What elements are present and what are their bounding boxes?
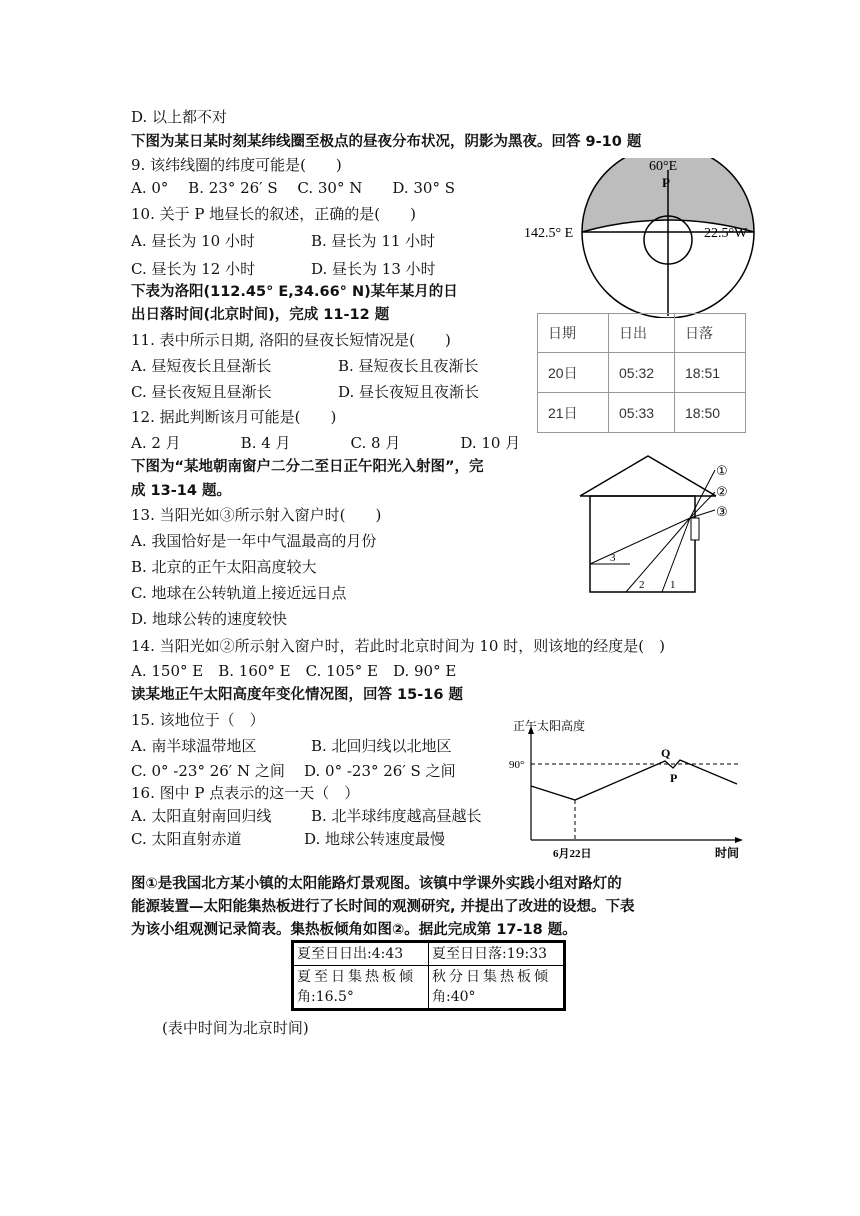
q16-option-b: B. 北半球纬度越高昼越长 [311, 807, 482, 825]
y-label: 正午太阳高度 [513, 719, 586, 733]
table-note: (表中时间为北京时间) [162, 1019, 309, 1037]
angle-2: 2 [639, 579, 645, 591]
question-9-options: A. 0° B. 23° 26′ S C. 30° N D. 30° S [131, 179, 456, 197]
window [691, 518, 699, 540]
cell-summer-angle-l2: 角:16.5° [297, 989, 354, 1005]
cell-sunset: 18:50 [675, 393, 746, 433]
q10-option-c: C. 昼长为 12 小时 [131, 260, 256, 278]
question-9: 9. 该纬线圈的纬度可能是( ) [131, 156, 342, 174]
intro-11-12-line2: 出日落时间(北京时间)，完成 11-12 题 [131, 307, 390, 323]
angle-3: 3 [610, 552, 616, 564]
intro-17-18-line2: 能源装置—太阳能集热板进行了长时间的观测研究, 并提出了改进的设想。下表 [131, 899, 635, 915]
question-12-options: A. 2 月 B. 4 月 C. 8 月 D. 10 月 [131, 434, 521, 452]
cell-summer-sunset: 夏至日日落:19:33 [429, 942, 565, 966]
noon-sun-altitude-chart [505, 718, 755, 863]
header-date: 日期 [538, 314, 609, 353]
q15-option-d: D. 0° -23° 26′ S 之间 [304, 762, 456, 780]
observation-table [291, 940, 566, 1011]
question-14: 14. 当阳光如②所示射入窗户时，若此时北京时间为 10 时，则该地的经度是( ) [131, 637, 665, 655]
q11-option-a: A. 昼短夜长且昼渐长 [131, 357, 272, 375]
label-ray-1: ① [716, 463, 728, 478]
point-p: P [670, 771, 678, 785]
q16-option-d: D. 地球公转速度最慢 [304, 830, 446, 848]
intro-9-10: 下图为某日某时刻某纬线圈至极点的昼夜分布状况，阴影为黑夜。回答 9-10 题 [131, 134, 642, 150]
question-13: 13. 当阳光如③所示射入窗户时( ) [131, 506, 382, 524]
y-90-label: 90° [509, 759, 525, 771]
q13-option-b: B. 北京的正午太阳高度较大 [131, 558, 317, 576]
x-arrow [735, 837, 743, 843]
q13-option-a: A. 我国恰好是一年中气温最高的月份 [131, 532, 377, 550]
q13-option-d: D. 地球公转的速度较快 [131, 610, 288, 628]
label-p: P [662, 175, 670, 190]
q10-option-a: A. 昼长为 10 小时 [131, 232, 255, 250]
label-60e: 60°E [649, 159, 678, 174]
wall [590, 496, 695, 592]
window-sunlight-figure [570, 450, 740, 600]
cell-sunset: 18:51 [675, 353, 746, 393]
cell-summer-angle-l1: 夏至日集热板倾 [297, 969, 416, 985]
option-d-prev: D. 以上都不对 [131, 108, 228, 126]
angle-1: 1 [670, 579, 676, 591]
x-date-label: 6月22日 [553, 848, 592, 860]
cell-summer-sunrise: 夏至日日出:4:43 [293, 942, 429, 966]
label-ray-2: ② [716, 484, 728, 499]
roof [580, 456, 716, 496]
q11-option-c: C. 昼长夜短且昼渐长 [131, 383, 272, 401]
cell-date: 20日 [538, 353, 609, 393]
q13-option-c: C. 地球在公转轨道上接近远日点 [131, 584, 347, 602]
question-15: 15. 该地位于（ ） [131, 711, 265, 729]
cell-sunrise: 05:32 [609, 353, 675, 393]
intro-13-14-line2: 成 13-14 题。 [131, 483, 231, 499]
header-sunset: 日落 [675, 314, 746, 353]
cell-equinox-angle-l2: 角:40° [432, 989, 476, 1005]
question-14-options: A. 150° E B. 160° E C. 105° E D. 90° E [131, 662, 457, 680]
q16-option-c: C. 太阳直射赤道 [131, 830, 242, 848]
polar-day-night-figure [520, 158, 760, 318]
label-ray-3: ③ [716, 504, 728, 519]
intro-17-18-line1: 图①是我国北方某小镇的太阳能路灯景观图。该镇中学课外实践小组对路灯的 [131, 876, 622, 892]
q10-option-b: B. 昼长为 11 小时 [311, 232, 436, 250]
q11-option-d: D. 昼长夜短且夜渐长 [338, 383, 480, 401]
question-12: 12. 据此判断该月可能是( ) [131, 408, 337, 426]
point-q: Q [661, 746, 671, 760]
q15-option-a: A. 南半球温带地区 [131, 737, 257, 755]
q16-option-a: A. 太阳直射南回归线 [131, 807, 272, 825]
q15-option-c: C. 0° -23° 26′ N 之间 [131, 762, 285, 780]
intro-17-18-line3: 为该小组观测记录简表。集热板倾角如图②。据此完成第 17-18 题。 [131, 922, 577, 938]
sunrise-sunset-table [537, 313, 746, 433]
label-142e: 142.5° E [524, 226, 574, 241]
label-22w: 22.5°W [704, 226, 748, 241]
intro-15-16: 读某地正午太阳高度年变化情况图，回答 15-16 题 [131, 687, 463, 703]
intro-13-14-line1: 下图为“某地朝南窗户二分二至日正午阳光入射图”，完 [131, 459, 484, 475]
cell-equinox-angle-l1: 秋分日集热板倾 [432, 969, 551, 985]
cell-sunrise: 05:33 [609, 393, 675, 433]
cell-equinox-angle [429, 966, 565, 1010]
q15-option-b: B. 北回归线以北地区 [311, 737, 452, 755]
header-sunrise: 日出 [609, 314, 675, 353]
x-label: 时间 [715, 846, 740, 860]
cell-summer-angle [293, 966, 429, 1010]
q11-option-b: B. 昼短夜长且夜渐长 [338, 357, 479, 375]
altitude-curve [531, 760, 737, 800]
intro-11-12-line1: 下表为洛阳(112.45° E,34.66° N)某年某月的日 [131, 284, 458, 300]
ray-2-inside [626, 518, 690, 592]
question-16: 16. 图中 P 点表示的这一天（ ） [131, 784, 360, 802]
cell-date: 21日 [538, 393, 609, 433]
q10-option-d: D. 昼长为 13 小时 [311, 260, 436, 278]
question-10: 10. 关于 P 地昼长的叙述，正确的是( ) [131, 205, 416, 223]
question-11: 11. 表中所示日期, 洛阳的昼夜长短情况是( ) [131, 331, 451, 349]
